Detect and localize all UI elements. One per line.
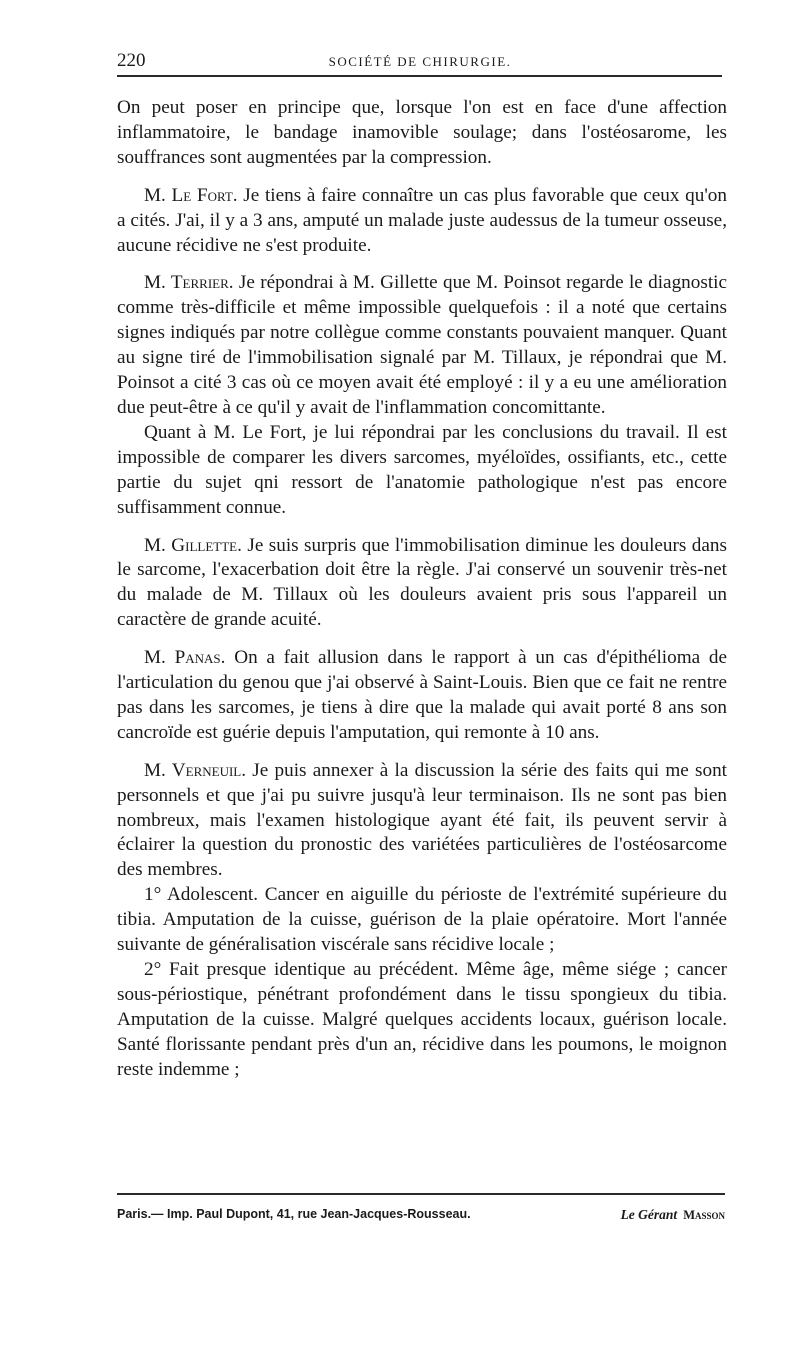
paragraph	[117, 534, 727, 634]
paragraph	[117, 421, 727, 521]
page-footer	[117, 1207, 725, 1227]
footer-rule	[117, 1193, 725, 1195]
running-title: SOCIÉTÉ DE CHIRURGIE.	[328, 54, 512, 69]
paragraph-text: Je répondrai à M. Gillette que M. Poinsot regarde le diagnostic comme très-difficile et même impossible quelquefois : il a noté que certains signes indiqués par notre collègue comme constants pouvaient manquer. Quant au signe tiré de l'immobilisation signalé par M. Tillaux, je répondrai que M. Poinsot a cité 3 cas où ce moyen avait été employé : il y a eu une amélioration due peut-être à ce qu'il y avait de l'inflammation concomittante.	[117, 272, 727, 418]
paragraph	[117, 883, 727, 958]
paragraph-text: 1° Adolescent. Cancer en aiguille du périoste de l'extrémité supérieure du tibia. Amputation de la cuisse, guérison de la plaie opératoire. Mort l'année suivante de généralisation viscérale sans récidive locale ;	[117, 884, 727, 956]
gerant-label: Le Gérant	[620, 1207, 678, 1222]
page-header	[117, 50, 723, 74]
speaker-name: M. Panas.	[144, 647, 226, 669]
gerant-credit	[621, 1207, 725, 1223]
paragraph-text: Quant à M. Le Fort, je lui répondrai par les conclusions du travail. Il est impossible de comparer les divers sarcomes, myéloïdes, ossifiants, etc., cette partie du sujet qni ressort de l'anatomie pathologique n'est pas encore suffisamment connue.	[117, 421, 727, 518]
gerant-name: Masson	[683, 1208, 725, 1222]
paragraph-text: Je tiens à faire connaître un cas plus favorable que ceux qu'on a cités. J'ai, il y a 3 ans, amputé un malade juste audessus de la tumeur osseuse, aucune récidive ne s'est produite.	[117, 184, 727, 256]
paragraph-text: On peut poser en principe que, lorsque l'on est en face d'une affection inflammatoire, le bandage inamovible soulage; dans l'ostéosarome, les souffrances sont augmentées par la compression.	[117, 97, 727, 168]
paragraph	[117, 271, 727, 420]
paragraph	[117, 759, 727, 884]
paragraph-text: On a fait allusion dans le rapport à un cas d'épithélioma de l'articulation du genou que j'ai observé à Saint-Louis. Bien que ce fait ne rentre pas dans les sarcomes, je tiens à dire que la malade qui avait porté 8 ans son cancroïde est guérie depuis l'amputation, qui remonte à 10 ans.	[117, 647, 727, 743]
paragraph	[117, 646, 727, 746]
paragraph	[117, 958, 727, 1083]
body-text	[117, 96, 727, 1083]
page-number: 220	[117, 50, 146, 71]
speaker-name: M. Gillette.	[144, 534, 242, 556]
paragraph	[117, 184, 727, 259]
paragraph	[117, 96, 727, 171]
paragraph-text: Je suis surpris que l'immobilisation diminue les douleurs dans le sarcome, l'exacerbation doit être la règle. J'ai conservé un souvenir très-net du malade de M. Tillaux où les douleurs avaient pris sous l'appareil un caractère de grande acuité.	[117, 534, 727, 631]
speaker-name: M. Verneuil.	[144, 759, 247, 781]
paragraph-text: Je puis annexer à la discussion la série des faits qui me sont personnels et que j'ai pu suivre jusqu'à leur terminaison. Ils ne sont pas bien nombreux, mais l'examen histologique ayant été fait, ils peuvent servir à éclairer la question du pronostic des variétées particulières de l'ostéosarcome des membres.	[117, 759, 727, 881]
header-rule	[117, 75, 722, 77]
speaker-name: M. Le Fort.	[144, 184, 238, 206]
printer-imprint: Paris.— Imp. Paul Dupont, 41, rue Jean-Jacques-Rousseau.	[117, 1207, 471, 1221]
speaker-name: M. Terrier.	[144, 272, 234, 294]
paragraph-text: 2° Fait presque identique au précédent. Même âge, même siége ; cancer sous-périostique, pénétrant profondément dans le tissu spongieux du tibia. Amputation de la cuisse. Malgré quelques accidents locaux, guérison locale. Santé florissante pendant près d'un an, récidive dans les poumons, le moignon reste indemme ;	[117, 959, 727, 1080]
